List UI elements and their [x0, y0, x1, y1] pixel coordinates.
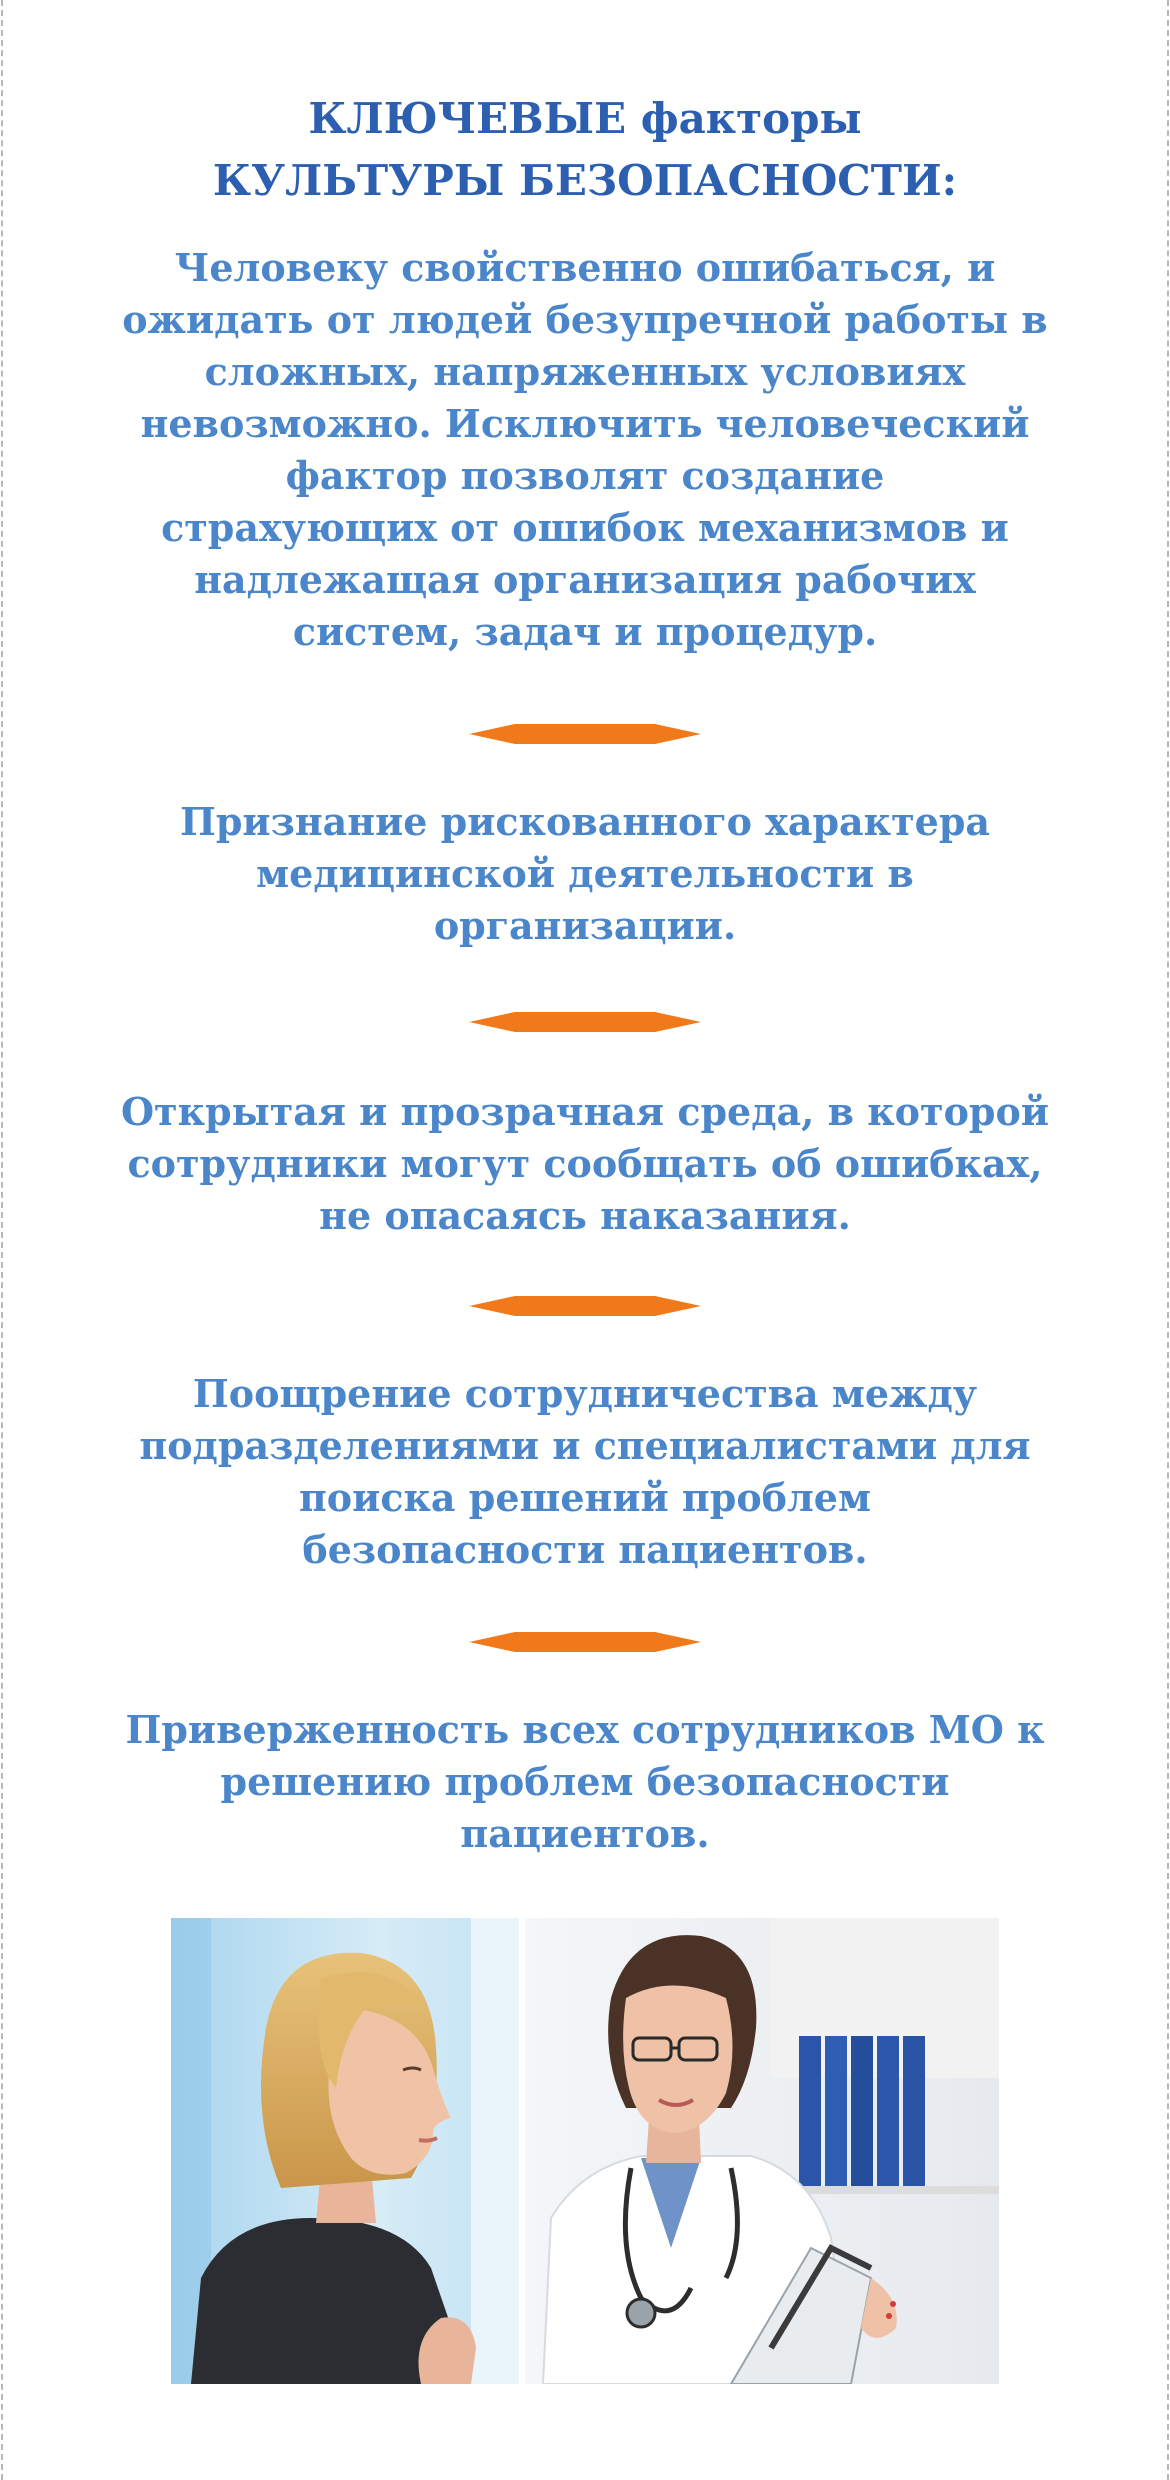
- text-line: медицинской деятельности в: [256, 851, 914, 896]
- factor-cooperation: [100, 1368, 1070, 1576]
- text-line: безопасности пациентов.: [302, 1527, 868, 1572]
- text-line: сложных, напряженных условиях: [204, 349, 966, 394]
- patient-doctor-photo: [171, 1918, 999, 2384]
- text-line: организации.: [433, 903, 737, 948]
- factor-human-error: [100, 242, 1070, 658]
- text-line: Человеку свойственно ошибаться, и: [174, 245, 996, 290]
- text-line: сотрудники могут сообщать об ошибках,: [127, 1141, 1043, 1186]
- orange-divider-icon: [469, 1632, 701, 1652]
- text-line: фактор позволят создание: [285, 453, 885, 498]
- title-line-1: КЛЮЧЕВЫЕ факторы: [308, 94, 862, 143]
- title-line-2: КУЛЬТУРЫ БЕЗОПАСНОСТИ:: [212, 156, 958, 205]
- text-line: не опасаясь наказания.: [319, 1193, 851, 1238]
- factor-open-environment: [100, 1086, 1070, 1242]
- text-line: страхующих от ошибок механизмов и: [161, 505, 1009, 550]
- text-line: подразделениями и специалистами для: [139, 1423, 1031, 1468]
- text-line: систем, задач и процедур.: [292, 609, 878, 654]
- orange-divider-icon: [469, 1012, 701, 1032]
- text-line: надлежащая организация рабочих: [194, 557, 976, 602]
- text-line: пациентов.: [460, 1811, 710, 1856]
- text-line: Признание рискованного характера: [179, 799, 991, 844]
- orange-divider-icon: [469, 1296, 701, 1316]
- text-line: решению проблем безопасности: [220, 1759, 950, 1804]
- text-line: невозможно. Исключить человеческий: [140, 401, 1030, 446]
- text-line: ожидать от людей безупречной работы в: [122, 297, 1048, 342]
- factor-risk-recognition: [100, 796, 1070, 952]
- orange-divider-icon: [469, 724, 701, 744]
- text-line: Поощрение сотрудничества между: [192, 1371, 978, 1416]
- text-line: Открытая и прозрачная среда, в которой: [120, 1089, 1050, 1134]
- text-line: Приверженность всех сотрудников МО к: [125, 1707, 1045, 1752]
- text-line: поиска решений проблем: [298, 1475, 871, 1520]
- page-title: [0, 88, 1170, 212]
- factor-commitment: [100, 1704, 1070, 1860]
